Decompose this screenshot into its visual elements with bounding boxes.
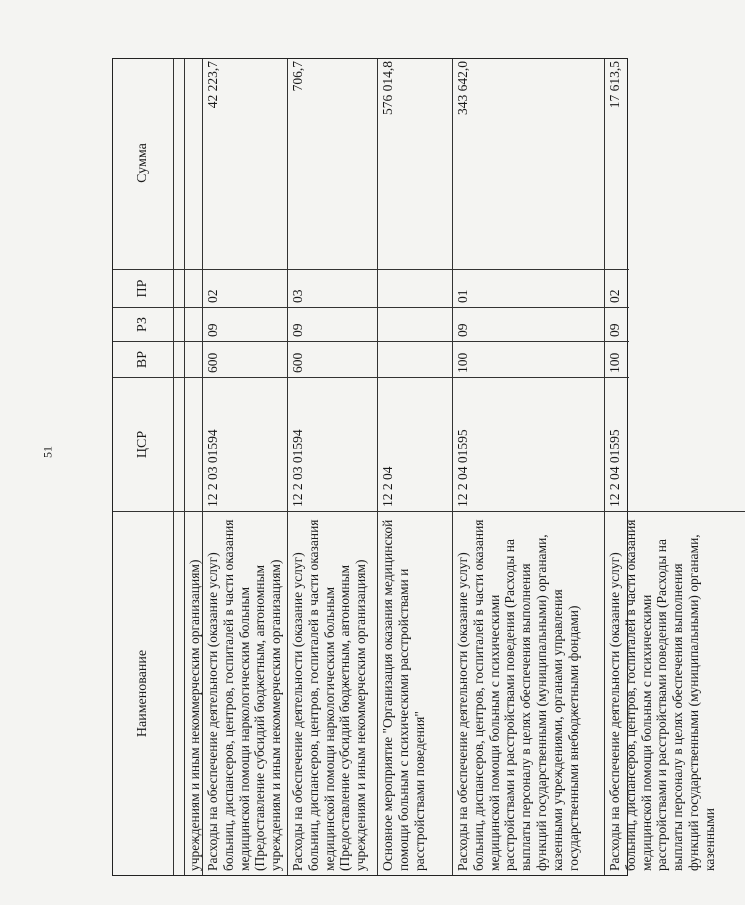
- row-csr: 12 2 04 01595: [453, 377, 604, 511]
- row-sum: 706,7: [290, 61, 305, 92]
- header-sum: Сумма: [135, 143, 151, 183]
- row-csr: [185, 377, 202, 511]
- row-rz: 09: [605, 307, 629, 341]
- row-sum: [185, 57, 202, 269]
- row-csr: 12 2 03 01594: [203, 377, 287, 511]
- page-number: 51: [40, 446, 55, 458]
- table-header: [113, 59, 174, 875]
- row-pr: [185, 269, 202, 307]
- row-csr: 12 2 04: [378, 377, 452, 511]
- strip-cell: [174, 377, 184, 511]
- row-sum: 42 223,7: [205, 61, 220, 109]
- row-vr: 600: [288, 341, 377, 377]
- row-pr: [378, 269, 452, 307]
- row-pr: 02: [605, 269, 629, 307]
- row-vr: [185, 341, 202, 377]
- header-csr: ЦСР: [113, 377, 173, 511]
- strip-cell: [174, 269, 184, 307]
- table-row: [605, 59, 717, 875]
- row-pr: 02: [203, 269, 287, 307]
- row-name: Расходы на обеспечение деятельности (оказание услуг) больниц, диспансеров, центров, госпиталей в части оказания медицинской помощи наркологическим больным (Предоставление субсидий бюджетным, автономным учреждениям и иным некоммерческим организациям): [288, 511, 377, 875]
- row-pr: 01: [453, 269, 604, 307]
- row-name: учреждениям и иным некоммерческим организациям): [185, 511, 202, 875]
- strip-cell: [174, 511, 184, 875]
- header-vr: ВР: [113, 341, 173, 377]
- row-name: Расходы на обеспечение деятельности (оказание услуг) больниц, диспансеров, центров, госпиталей в части оказания медицинской помощи больным с психическими расстройствами и расстройствами поведения (Расходы на выплаты персоналу в целях обеспечения выполнения функций государственными (муниципальными) органами, казенными: [605, 511, 745, 875]
- rotated-page: [112, 58, 717, 876]
- row-rz: 09: [288, 307, 377, 341]
- row-csr: 12 2 04 01595: [605, 377, 629, 511]
- column-index-strip: [174, 59, 185, 875]
- table-row: [378, 59, 453, 875]
- header-name: Наименование: [113, 511, 173, 875]
- row-sum: 17 613,5: [607, 61, 622, 109]
- row-rz: 09: [203, 307, 287, 341]
- row-vr: 600: [203, 341, 287, 377]
- header-rz: РЗ: [113, 307, 173, 341]
- header-pr: ПР: [113, 269, 173, 307]
- strip-cell: [174, 307, 184, 341]
- row-sum: 576 014,8: [380, 61, 395, 115]
- table-row: [288, 59, 378, 875]
- table-landscape: [112, 58, 717, 876]
- table-row: [185, 59, 203, 875]
- table-row: [453, 59, 605, 875]
- row-vr: [378, 341, 452, 377]
- budget-table: [112, 58, 717, 876]
- row-rz: 09: [453, 307, 604, 341]
- strip-cell: [174, 341, 184, 377]
- row-name: Расходы на обеспечение деятельности (оказание услуг) больниц, диспансеров, центров, госпиталей в части оказания медицинской помощи больным с психическими расстройствами и расстройствами поведения (Расходы на выплаты персоналу в целях обеспечения выполнения функций государственными (муниципальными) органами, казенными учреждениями, органами управления государственными внебюджетными фондами): [453, 511, 604, 875]
- row-csr: 12 2 03 01594: [288, 377, 377, 511]
- row-vr: 100: [453, 341, 604, 377]
- row-rz: [185, 307, 202, 341]
- row-name: Основное мероприятие "Организация оказания медицинской помощи больным с психическими расстройствами и расстройствами поведения": [378, 511, 452, 875]
- row-pr: 03: [288, 269, 377, 307]
- row-vr: 100: [605, 341, 629, 377]
- row-rz: [378, 307, 452, 341]
- row-sum: 343 642,0: [455, 61, 470, 115]
- table-row: [203, 59, 288, 875]
- row-name: Расходы на обеспечение деятельности (оказание услуг) больниц, диспансеров, центров, госпиталей в части оказания медицинской помощи наркологическим больным (Предоставление субсидий бюджетным, автономным учреждениям и иным некоммерческим организациям): [203, 511, 287, 875]
- strip-cell: [174, 57, 184, 269]
